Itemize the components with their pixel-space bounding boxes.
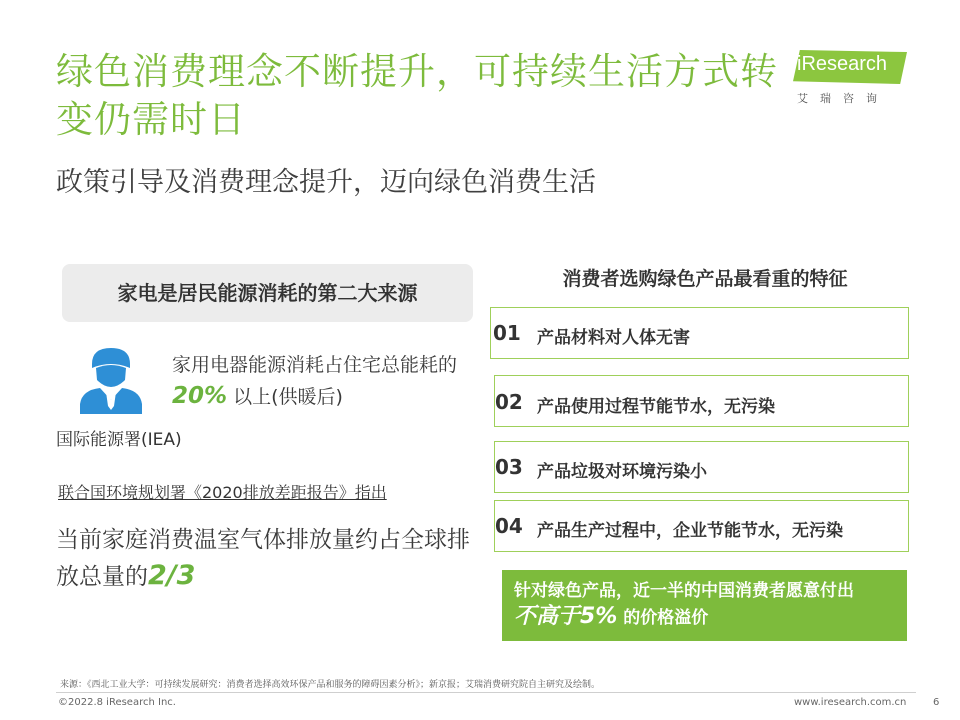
feature-item (494, 375, 909, 427)
feature-label: 产品材料对人体无害 (537, 328, 690, 348)
callout-line-1: 针对绿色产品，近一半的中国消费者愿意付出 (514, 581, 854, 601)
feature-label: 产品垃圾对环境污染小 (537, 462, 707, 482)
energy-source-banner-text: 家电是居民能源消耗的第二大来源 (117, 281, 418, 305)
feature-number: 02 (495, 390, 523, 414)
website-link[interactable]: www.iresearch.com.cn (794, 697, 907, 708)
callout-line-2 (514, 604, 904, 631)
appliance-energy-stat (172, 350, 462, 413)
callout-emphasis: 不高于5% (514, 604, 618, 629)
feature-number: 03 (495, 455, 523, 479)
ghg-emission-stat (56, 523, 476, 595)
footer-divider (56, 692, 916, 693)
feature-label: 产品生产过程中，企业节能节水，无污染 (537, 521, 843, 541)
feature-label: 产品使用过程节能节水，无污染 (537, 397, 775, 417)
copyright: ©2022.8 iResearch Inc. (58, 697, 176, 708)
callout-tail: 的价格溢价 (617, 608, 709, 628)
feature-number: 04 (495, 514, 523, 538)
person-icon (78, 344, 144, 414)
stat-percentage: 20% (172, 383, 228, 409)
logo-subtitle: 艾瑞咨询 (797, 92, 889, 105)
logo-name: iResearch (797, 53, 888, 75)
feature-item (494, 441, 909, 493)
stat-prefix: 家用电器能源消耗占住宅总能耗的 (172, 354, 458, 376)
stat-suffix: 以上(供暖后) (227, 386, 343, 408)
ghg-prefix: 当前家庭消费温室气体排放量约占全球排放总量的 (56, 527, 470, 590)
feature-item (490, 307, 909, 359)
source-note: 来源：《西北工业大学：可持续发展研究：消费者选择高效环保产品和服务的障碍因素分析》；新京报；艾瑞消费研究院自主研究及绘制。 (60, 680, 601, 690)
page-subtitle: 政策引导及消费理念提升，迈向绿色消费生活 (56, 167, 596, 198)
features-title: 消费者选购绿色产品最看重的特征 (562, 268, 848, 290)
ghg-fraction: 2/3 (148, 560, 196, 591)
iresearch-logo (793, 50, 913, 110)
page-title: 绿色消费理念不断提升，可持续生活方式转变仍需时日 (56, 50, 778, 141)
unep-report-note: 联合国环境规划署《2020排放差距报告》指出 (58, 483, 387, 502)
price-premium-text (514, 578, 904, 631)
feature-number: 01 (493, 321, 521, 345)
feature-item (494, 500, 909, 552)
page-number: 6 (933, 697, 940, 708)
stat-source: 国际能源署(IEA) (56, 430, 182, 450)
